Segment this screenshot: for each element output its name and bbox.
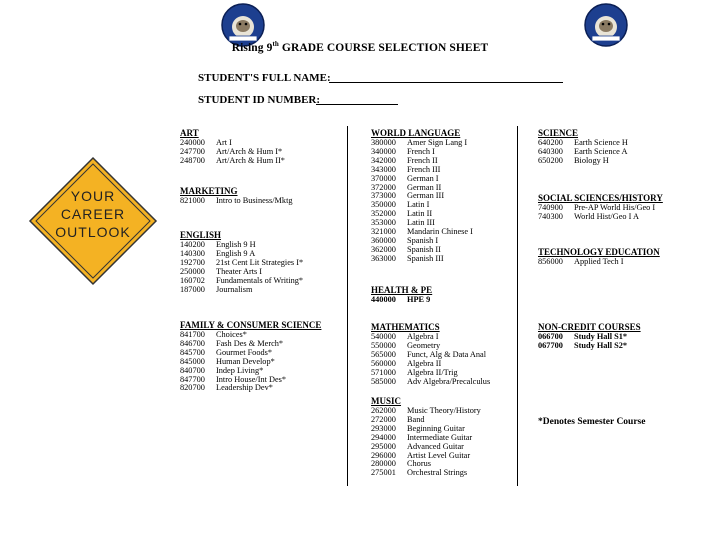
course-name: French II — [407, 155, 438, 165]
course-name: Indep Living* — [216, 365, 264, 375]
course-row — [371, 351, 541, 360]
course-row — [180, 277, 350, 286]
course-code: 856000 — [538, 257, 563, 266]
course-name: English 9 A — [216, 248, 256, 258]
section-heading: HEALTH & PE — [371, 285, 433, 295]
course-row — [371, 192, 541, 201]
course-name: Amer Sign Lang I — [407, 138, 468, 147]
page-title: Rising 9th GRADE COURSE SELECTION SHEET — [231, 40, 489, 54]
course-row — [371, 407, 541, 416]
course-row — [371, 166, 541, 175]
course-code: 841700 — [180, 330, 205, 339]
section-social-sciences — [538, 193, 708, 222]
course-code: 565000 — [371, 349, 396, 359]
course-code: 067700 — [538, 340, 563, 350]
course-code: 160702 — [180, 275, 205, 285]
course-code: 352000 — [371, 209, 396, 219]
course-name: Study Hall S2* — [574, 340, 628, 350]
course-code: 187000 — [180, 284, 205, 294]
course-row — [371, 157, 541, 166]
course-code: 845700 — [180, 347, 205, 357]
course-name: Funct, Alg & Data Anal — [407, 349, 487, 359]
course-name: Earth Science H — [574, 138, 628, 147]
course-code: 248700 — [180, 155, 205, 165]
course-code: 140300 — [180, 248, 205, 258]
course-name: English 9 H — [216, 240, 256, 249]
course-name: Biology H — [574, 155, 609, 165]
course-name: Music Theory/History — [407, 406, 481, 415]
course-row — [538, 148, 708, 157]
course-row — [371, 246, 541, 255]
course-code: 640300 — [538, 146, 563, 156]
course-code: 294000 — [371, 432, 396, 442]
student-name-label: STUDENT'S FULL NAME: — [198, 72, 331, 84]
course-row — [371, 175, 541, 184]
sign-line-3: OUTLOOK — [55, 224, 131, 240]
course-code: 343000 — [371, 164, 396, 174]
course-row — [371, 333, 541, 342]
course-row — [180, 358, 350, 367]
course-name: Choices* — [216, 330, 247, 339]
course-code: 293000 — [371, 423, 396, 433]
course-code: 250000 — [180, 266, 205, 276]
course-name: Adv Algebra/Precalculus — [407, 376, 491, 386]
course-name: Gourmet Foods* — [216, 347, 273, 357]
course-code: 840700 — [180, 365, 205, 375]
course-code: 066700 — [538, 332, 563, 341]
student-name-line — [329, 82, 563, 83]
course-row — [371, 148, 541, 157]
course-name: Spanish I — [407, 235, 439, 245]
course-name: Spanish II — [407, 244, 441, 254]
course-code: 740300 — [538, 211, 563, 221]
course-name: Advanced Guitar — [407, 441, 464, 451]
course-name: French III — [407, 164, 441, 174]
course-code: 440000 — [371, 295, 396, 304]
course-code: 846700 — [180, 338, 205, 348]
course-row — [371, 378, 541, 387]
course-code: 571000 — [371, 367, 396, 377]
column-divider-1 — [347, 126, 348, 486]
course-code: 740900 — [538, 203, 563, 212]
section-heading: ART — [180, 128, 199, 138]
course-code: 380000 — [371, 138, 396, 147]
section-heading: FAMILY & CONSUMER SCIENCE — [180, 320, 322, 330]
course-code: 140200 — [180, 240, 205, 249]
course-name: Earth Science A — [574, 146, 628, 156]
course-row — [371, 201, 541, 210]
sign-line-2: CAREER — [60, 206, 126, 222]
course-name: Band — [407, 414, 425, 424]
section-technology-education — [538, 247, 708, 267]
section-health-pe — [371, 285, 541, 305]
course-code: 820700 — [180, 383, 205, 393]
course-row — [371, 296, 541, 305]
section-heading: TECHNOLOGY EDUCATION — [538, 247, 660, 257]
section-world-language — [371, 128, 541, 264]
course-name: Geometry — [407, 340, 441, 350]
course-name: HPE 9 — [407, 295, 431, 304]
course-name: 21st Cent Lit Strategies I* — [216, 257, 304, 267]
course-row — [538, 213, 708, 222]
course-code: 353000 — [371, 218, 396, 228]
course-name: Spanish III — [407, 253, 444, 263]
course-code: 360000 — [371, 235, 396, 245]
course-row — [180, 259, 350, 268]
course-name: Applied Tech I — [574, 257, 624, 266]
course-code: 362000 — [371, 244, 396, 254]
section-heading: MUSIC — [371, 396, 402, 406]
course-code: 275001 — [371, 468, 396, 478]
section-heading: MATHEMATICS — [371, 322, 440, 332]
course-row — [180, 241, 350, 250]
course-row — [371, 237, 541, 246]
course-code: 321000 — [371, 227, 396, 237]
course-name: Fundamentals of Writing* — [216, 275, 304, 285]
course-name: Art/Arch & Hum I* — [216, 146, 283, 156]
course-code: 342000 — [371, 155, 396, 165]
course-name: World Hist/Geo I A — [574, 211, 640, 221]
student-id-line — [316, 104, 398, 105]
section-art — [180, 128, 350, 166]
course-code: 280000 — [371, 459, 396, 469]
course-name: Algebra II — [407, 358, 442, 368]
course-name: Intermediate Guitar — [407, 432, 473, 442]
course-name: Chorus — [407, 459, 431, 469]
course-code: 540000 — [371, 332, 396, 341]
course-name: Study Hall S1* — [574, 332, 628, 341]
course-name: Journalism — [216, 284, 253, 294]
course-code: 373000 — [371, 191, 396, 201]
course-name: Latin I — [407, 200, 430, 210]
course-row — [371, 452, 541, 461]
course-code: 560000 — [371, 358, 396, 368]
course-name: Fash Des & Merch* — [216, 338, 284, 348]
course-name: French I — [407, 146, 435, 156]
course-row — [371, 255, 541, 264]
course-name: Artist Level Guitar — [407, 450, 471, 460]
section-heading: WORLD LANGUAGE — [371, 128, 461, 138]
course-code: 240000 — [180, 138, 205, 147]
course-name: Latin II — [407, 209, 433, 219]
course-name: Art/Arch & Hum II* — [216, 155, 285, 165]
section-mathematics — [371, 322, 541, 386]
course-name: Beginning Guitar — [407, 423, 465, 433]
course-code: 550000 — [371, 340, 396, 350]
course-name: Latin III — [407, 218, 435, 228]
section-marketing — [180, 186, 350, 206]
course-name: Mandarin Chinese I — [407, 227, 473, 237]
course-row — [371, 184, 541, 193]
section-heading: SOCIAL SCIENCES/HISTORY — [538, 193, 663, 203]
section-heading: MARKETING — [180, 186, 238, 196]
course-name: Algebra II/Trig — [407, 367, 458, 377]
course-code: 272000 — [371, 414, 396, 424]
course-code: 372000 — [371, 182, 396, 192]
course-row — [371, 228, 541, 237]
course-row — [180, 384, 350, 393]
course-name: German III — [407, 191, 445, 201]
course-name: Algebra I — [407, 332, 439, 341]
course-row — [371, 469, 541, 478]
section-heading: ENGLISH — [180, 230, 222, 240]
course-row — [538, 342, 708, 351]
course-name: Theater Arts I — [216, 266, 263, 276]
course-code: 847700 — [180, 374, 205, 384]
course-code: 640200 — [538, 138, 563, 147]
section-music — [371, 396, 541, 478]
course-code: 650200 — [538, 155, 563, 165]
course-name: Leadership Dev* — [216, 383, 273, 393]
course-name: Human Develop* — [216, 356, 275, 366]
course-code: 585000 — [371, 376, 396, 386]
course-name: Intro House/Int Des* — [216, 374, 287, 384]
section-heading: SCIENCE — [538, 128, 579, 138]
course-code: 192700 — [180, 257, 205, 267]
sign-line-1: YOUR — [70, 188, 116, 204]
course-name: German II — [407, 182, 442, 192]
section-fcs — [180, 320, 350, 393]
section-english — [180, 230, 350, 294]
section-non-credit — [538, 322, 708, 351]
course-code: 262000 — [371, 406, 396, 415]
career-outlook-sign — [28, 156, 158, 286]
course-code: 247700 — [180, 146, 205, 156]
course-row — [180, 197, 350, 206]
section-science — [538, 128, 708, 166]
course-code: 350000 — [371, 200, 396, 210]
course-name: Art I — [216, 138, 232, 147]
semester-footnote: *Denotes Semester Course — [538, 417, 646, 427]
course-code: 821000 — [180, 196, 205, 205]
course-row — [180, 286, 350, 295]
course-code: 370000 — [371, 173, 396, 183]
course-code: 340000 — [371, 146, 396, 156]
course-row — [371, 139, 541, 148]
course-code: 296000 — [371, 450, 396, 460]
course-code: 845000 — [180, 356, 205, 366]
course-code: 295000 — [371, 441, 396, 451]
course-name: Pre-AP World His/Geo I — [574, 203, 656, 212]
course-name: Intro to Business/Mktg — [216, 196, 293, 205]
course-row — [180, 157, 350, 166]
course-name: German I — [407, 173, 439, 183]
course-code: 363000 — [371, 253, 396, 263]
course-row — [371, 210, 541, 219]
student-id-label: STUDENT ID NUMBER: — [198, 94, 321, 106]
section-heading: NON-CREDIT COURSES — [538, 322, 641, 332]
course-row — [538, 258, 708, 267]
course-name: Orchestral Strings — [407, 468, 468, 478]
course-row — [538, 157, 708, 166]
